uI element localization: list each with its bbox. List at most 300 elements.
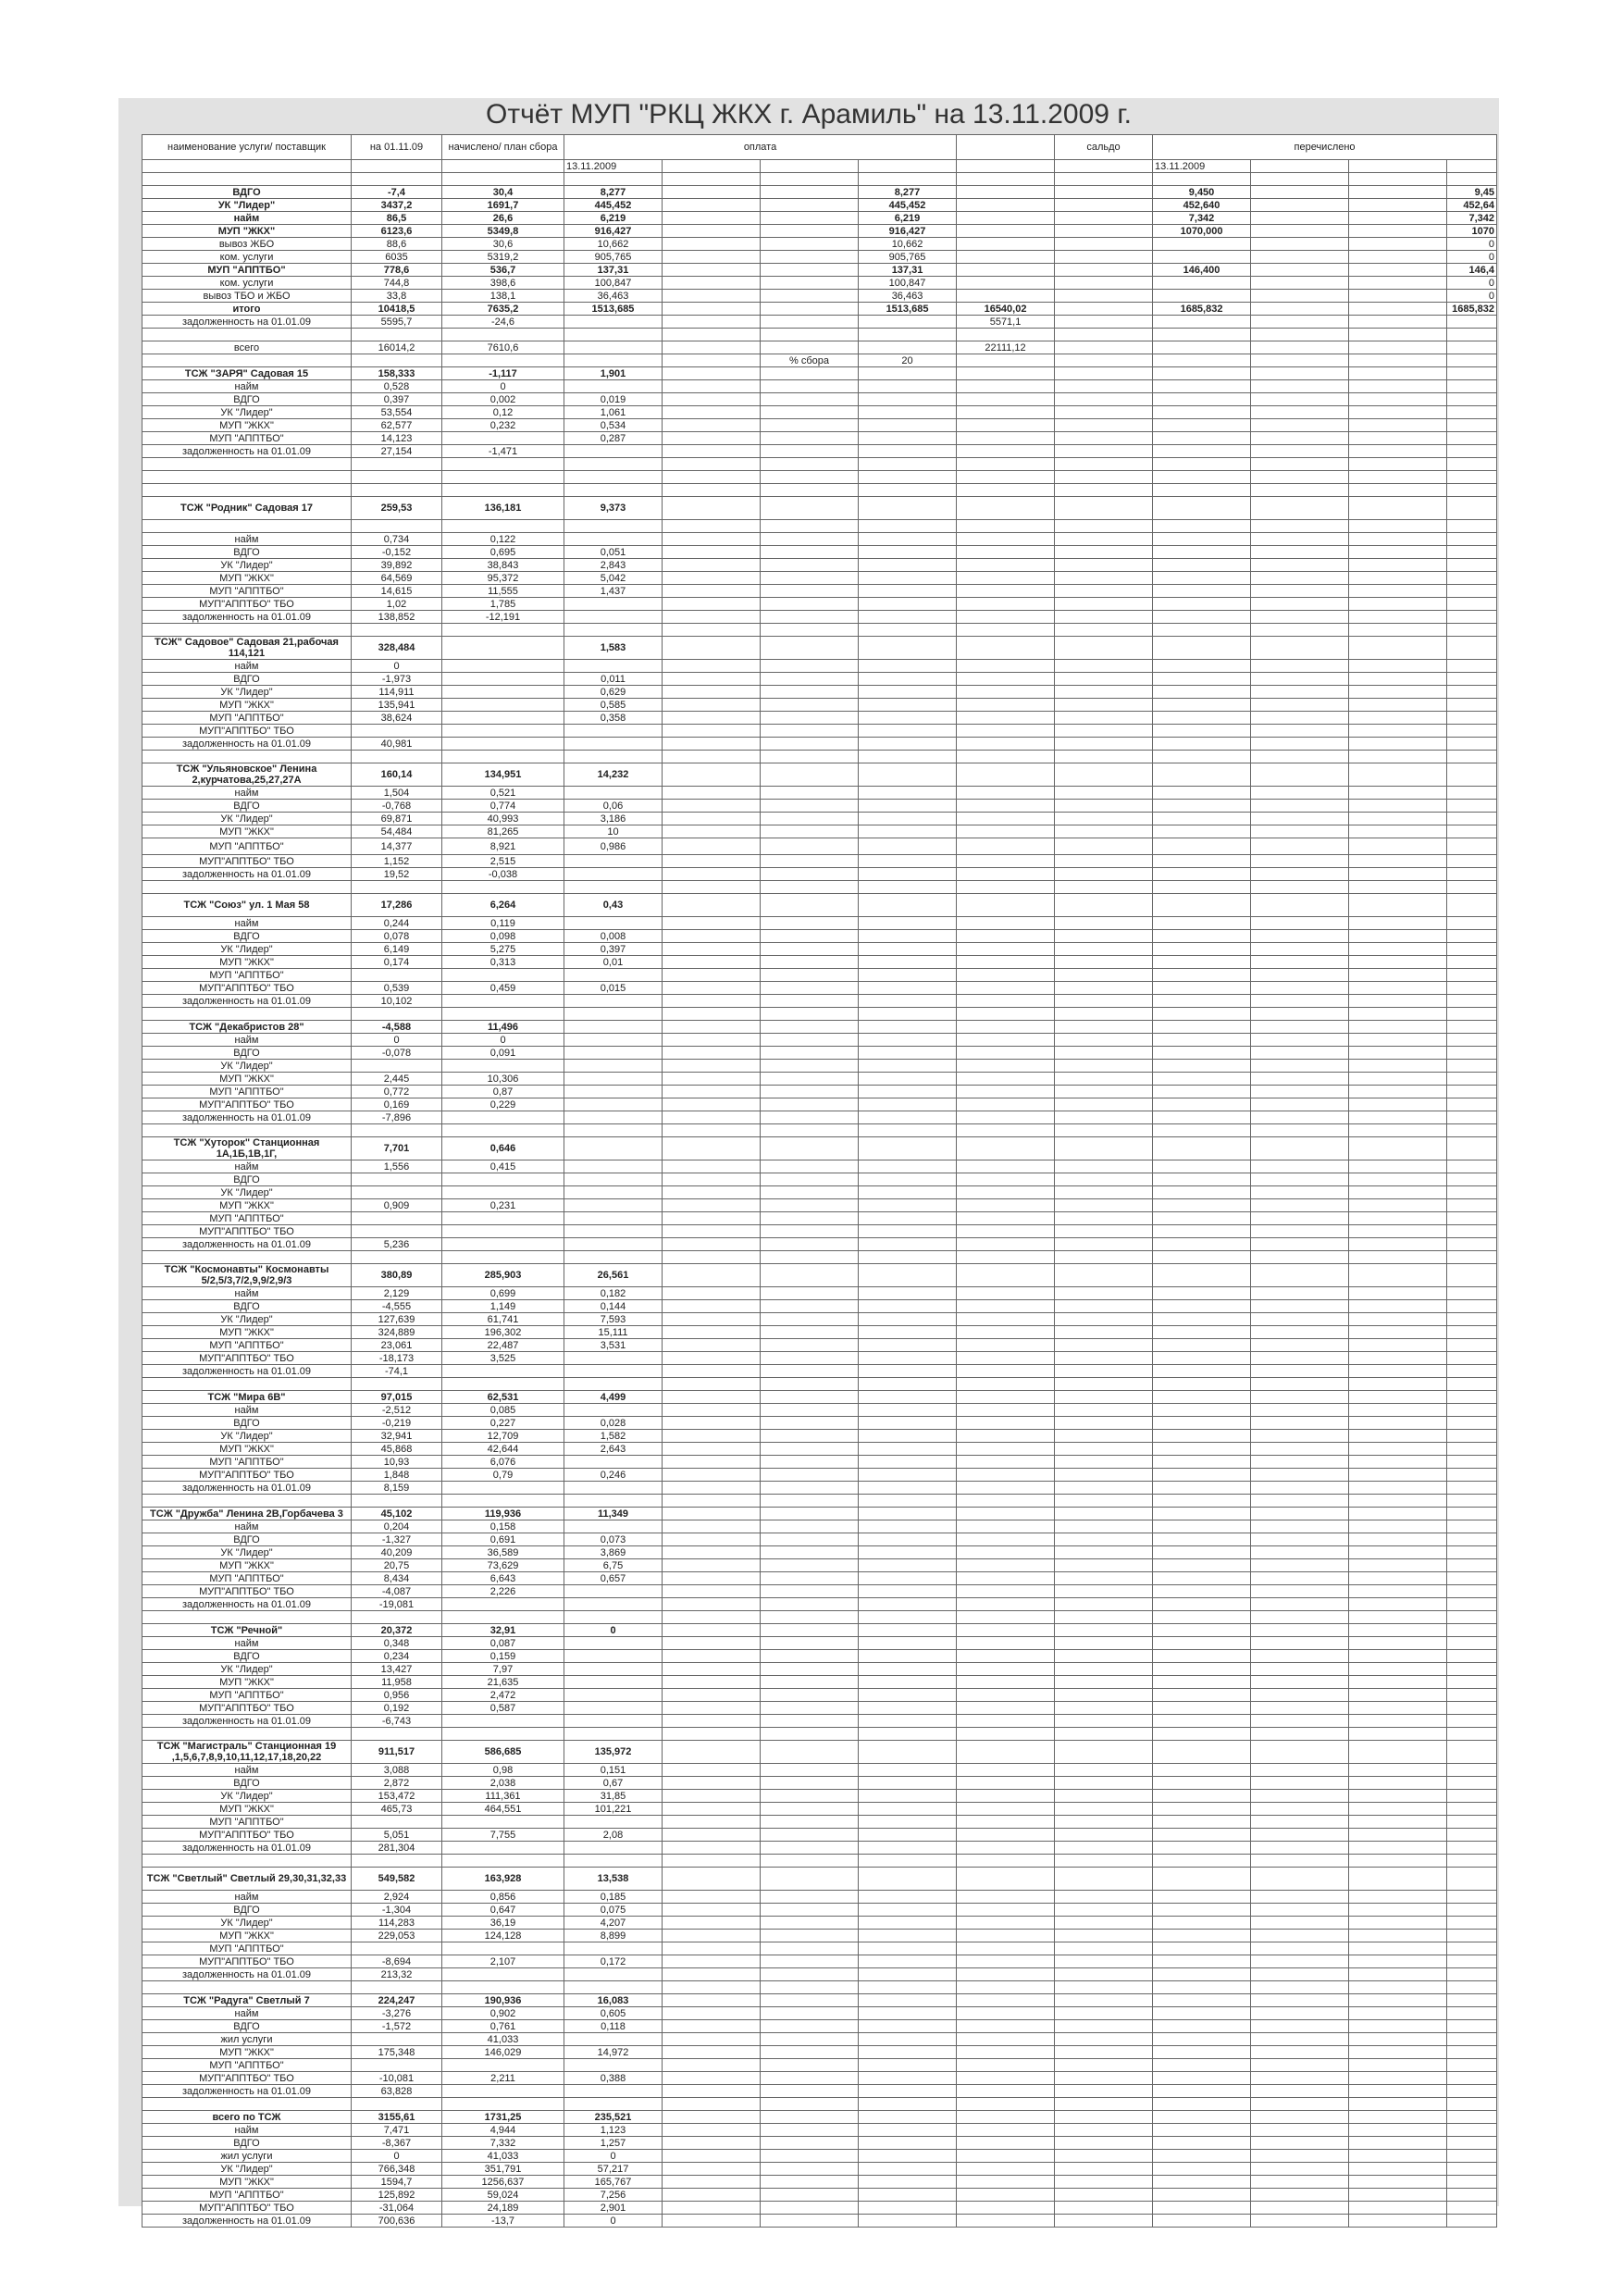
row-label: найм: [142, 533, 352, 546]
cell-value: [859, 1942, 957, 1955]
cell-value: [859, 1417, 957, 1430]
cell-value: 1,02: [352, 598, 442, 611]
cell-value: [663, 1378, 761, 1391]
cell-value: [761, 838, 859, 855]
cell-value: 0,12: [442, 406, 564, 419]
row-label: МУП"АППТБО" ТБО: [142, 2202, 352, 2215]
cell-value: 0,774: [442, 800, 564, 813]
cell-value: [859, 2163, 957, 2176]
cell-value: [564, 1520, 663, 1533]
cell-value: [761, 1264, 859, 1287]
cell-value: [761, 1842, 859, 1855]
cell-value: [564, 1663, 663, 1676]
cell-value: [1447, 406, 1497, 419]
cell-value: [1447, 1663, 1497, 1676]
row-label: УК "Лидер": [142, 1430, 352, 1443]
cell-value: [1447, 2085, 1497, 2098]
cell-value: [1055, 738, 1153, 751]
cell-value: [1251, 1855, 1349, 1868]
row-label: ТСЖ "Хуторок" Станционная 1А,1Б,1В,1Г,: [142, 1137, 352, 1160]
cell-value: 0,174: [352, 956, 442, 969]
cell-value: [1447, 329, 1497, 341]
cell-value: [957, 2137, 1055, 2150]
cell-value: [663, 186, 761, 199]
cell-value: [1251, 2072, 1349, 2085]
cell-value: [859, 1469, 957, 1482]
cell-value: [761, 1611, 859, 1624]
cell-value: [761, 406, 859, 419]
cell-value: [957, 1842, 1055, 1855]
cell-value: 2,515: [442, 855, 564, 868]
table-row: [142, 1352, 1497, 1365]
cell-value: [1349, 1160, 1447, 1173]
cell-value: [1055, 1994, 1153, 2007]
cell-value: [1447, 894, 1497, 917]
table-row: [142, 1111, 1497, 1124]
cell-value: [957, 2033, 1055, 2046]
table-row: [142, 1994, 1497, 2007]
cell-value: [1153, 1981, 1251, 1994]
cell-value: [1349, 533, 1447, 546]
cell-value: [957, 624, 1055, 637]
cell-value: 165,767: [564, 2176, 663, 2189]
cell-value: [442, 471, 564, 484]
cell-value: 7610,6: [442, 341, 564, 354]
cell-value: [859, 894, 957, 917]
cell-value: 0,587: [442, 1702, 564, 1715]
cell-value: [859, 699, 957, 712]
cell-value: [1447, 1955, 1497, 1968]
table-row: [142, 2072, 1497, 2085]
table-row: [142, 2137, 1497, 2150]
cell-value: [1055, 303, 1153, 316]
cell-value: [1153, 1663, 1251, 1676]
cell-value: [1055, 1891, 1153, 1904]
cell-value: [1447, 1508, 1497, 1520]
cell-value: [957, 917, 1055, 930]
cell-value: [442, 1365, 564, 1378]
cell-value: [1251, 1829, 1349, 1842]
table-row: [142, 393, 1497, 406]
cell-value: 259,53: [352, 497, 442, 520]
row-label: МУП "АППТБО": [142, 432, 352, 445]
cell-value: [1153, 1942, 1251, 1955]
cell-value: [663, 855, 761, 868]
cell-value: [957, 1225, 1055, 1238]
cell-value: [761, 1546, 859, 1559]
cell-value: [859, 1047, 957, 1060]
cell-value: [663, 225, 761, 238]
cell-value: [1153, 800, 1251, 813]
cell-value: 464,551: [442, 1803, 564, 1816]
cell-value: [957, 1060, 1055, 1073]
cell-value: 0,002: [442, 393, 564, 406]
cell-value: [1251, 712, 1349, 725]
cell-value: [1251, 930, 1349, 943]
cell-value: [564, 1225, 663, 1238]
cell-value: [1349, 2176, 1447, 2189]
cell-value: [761, 1559, 859, 1572]
cell-value: [1251, 881, 1349, 894]
row-label: МУП "АППТБО": [142, 1942, 352, 1955]
cell-value: [957, 1904, 1055, 1917]
cell-value: [442, 329, 564, 341]
cell-value: [1055, 1546, 1153, 1559]
cell-value: [1447, 559, 1497, 572]
cell-value: [1349, 393, 1447, 406]
cell-value: [663, 1855, 761, 1868]
table-row: [142, 1803, 1497, 1816]
cell-value: [442, 1111, 564, 1124]
cell-value: [957, 1238, 1055, 1251]
cell-value: [1251, 572, 1349, 585]
cell-value: [352, 1225, 442, 1238]
cell-value: 1685,832: [1447, 303, 1497, 316]
cell-value: [442, 995, 564, 1008]
cell-value: [1447, 1917, 1497, 1930]
cell-value: [1153, 1111, 1251, 1124]
cell-value: [761, 1637, 859, 1650]
table-row: [142, 686, 1497, 699]
cell-value: [859, 1803, 957, 1816]
cell-value: 13,538: [564, 1868, 663, 1891]
cell-value: [957, 1124, 1055, 1137]
row-label: ВДГО: [142, 930, 352, 943]
cell-value: [1055, 624, 1153, 637]
cell-value: [957, 956, 1055, 969]
table-row: [142, 2176, 1497, 2189]
cell-value: [564, 533, 663, 546]
row-label: [142, 1981, 352, 1994]
cell-value: [1447, 1378, 1497, 1391]
cell-value: [1251, 738, 1349, 751]
cell-value: 0,629: [564, 686, 663, 699]
table-row: [142, 471, 1497, 484]
cell-value: 38,624: [352, 712, 442, 725]
cell-value: 0,605: [564, 2007, 663, 2020]
row-label: найм: [142, 1287, 352, 1300]
cell-value: [1447, 1637, 1497, 1650]
cell-value: 4,207: [564, 1917, 663, 1930]
cell-value: [352, 354, 442, 367]
cell-value: [1055, 825, 1153, 838]
cell-value: [859, 1741, 957, 1764]
row-label: задолженность на 01.01.09: [142, 1482, 352, 1495]
cell-value: [1251, 380, 1349, 393]
cell-value: 31,85: [564, 1790, 663, 1803]
cell-value: [1349, 1469, 1447, 1482]
cell-value: [1251, 1955, 1349, 1968]
cell-value: [957, 1264, 1055, 1287]
cell-value: [663, 471, 761, 484]
cell-value: [1055, 1173, 1153, 1186]
table-row: [142, 611, 1497, 624]
cell-value: [663, 264, 761, 277]
row-label: жил услуги: [142, 2150, 352, 2163]
cell-value: [761, 738, 859, 751]
cell-value: 0,144: [564, 1300, 663, 1313]
cell-value: [663, 2059, 761, 2072]
table-row: [142, 956, 1497, 969]
table-row: [142, 1829, 1497, 1842]
cell-value: [1153, 699, 1251, 712]
cell-value: -1,304: [352, 1904, 442, 1917]
cell-value: [1447, 660, 1497, 673]
cell-value: [1349, 1955, 1447, 1968]
cell-value: [957, 1326, 1055, 1339]
cell-value: [352, 329, 442, 341]
cell-value: [859, 471, 957, 484]
cell-value: [859, 1676, 957, 1689]
cell-value: [1447, 2020, 1497, 2033]
cell-value: [1251, 800, 1349, 813]
cell-value: [1153, 1689, 1251, 1702]
cell-value: [1349, 825, 1447, 838]
cell-value: [1349, 199, 1447, 212]
cell-value: [1153, 1546, 1251, 1559]
cell-value: [761, 995, 859, 1008]
cell-value: 229,053: [352, 1930, 442, 1942]
table-row: [142, 699, 1497, 712]
cell-value: [1349, 1508, 1447, 1520]
table-row: [142, 1430, 1497, 1443]
cell-value: [957, 813, 1055, 825]
cell-value: [761, 1994, 859, 2007]
cell-value: [1055, 1287, 1153, 1300]
cell-value: [761, 2098, 859, 2111]
table-row: [142, 1559, 1497, 1572]
cell-value: [1055, 894, 1153, 917]
cell-value: [1055, 2150, 1153, 2163]
cell-value: [859, 1855, 957, 1868]
cell-value: [1349, 2163, 1447, 2176]
table-row: [142, 1702, 1497, 1715]
row-label: задолженность на 01.01.09: [142, 2085, 352, 2098]
cell-value: [1153, 738, 1251, 751]
table-row: [142, 1199, 1497, 1212]
cell-value: [663, 1585, 761, 1598]
cell-value: [663, 1365, 761, 1378]
cell-value: [352, 520, 442, 533]
cell-value: [663, 572, 761, 585]
cell-value: 328,484: [352, 637, 442, 660]
cell-value: 7,471: [352, 2124, 442, 2137]
table-row: [142, 484, 1497, 497]
cell-value: [1349, 699, 1447, 712]
cell-value: 0,078: [352, 930, 442, 943]
cell-value: 2,445: [352, 1073, 442, 1086]
table-row: [142, 1300, 1497, 1313]
cell-value: [1251, 341, 1349, 354]
cell-value: [1153, 520, 1251, 533]
cell-value: [761, 894, 859, 917]
cell-value: 6,264: [442, 894, 564, 917]
cell-value: [1153, 855, 1251, 868]
cell-value: [564, 1981, 663, 1994]
cell-value: [1153, 2046, 1251, 2059]
cell-value: 10: [564, 825, 663, 838]
cell-value: [663, 738, 761, 751]
cell-value: [564, 329, 663, 341]
cell-value: [663, 1417, 761, 1430]
cell-value: [957, 1715, 1055, 1728]
cell-value: [761, 624, 859, 637]
cell-value: [957, 1689, 1055, 1702]
cell-value: [1251, 1968, 1349, 1981]
cell-value: 324,889: [352, 1326, 442, 1339]
cell-value: [1349, 1137, 1447, 1160]
cell-value: [1251, 598, 1349, 611]
cell-value: [663, 1728, 761, 1741]
cell-value: [957, 1378, 1055, 1391]
cell-value: [1153, 956, 1251, 969]
table-row: [142, 1842, 1497, 1855]
table-row: [142, 943, 1497, 956]
cell-value: [957, 277, 1055, 290]
cell-value: [1055, 186, 1153, 199]
cell-value: [1055, 520, 1153, 533]
cell-value: [957, 1728, 1055, 1741]
cell-value: [1349, 2150, 1447, 2163]
cell-value: [957, 1173, 1055, 1186]
cell-value: 135,941: [352, 699, 442, 712]
cell-value: [1055, 1917, 1153, 1930]
cell-value: 0,011: [564, 673, 663, 686]
table-row: [142, 1417, 1497, 1430]
cell-value: [859, 813, 957, 825]
cell-value: [859, 1443, 957, 1456]
table-row: [142, 868, 1497, 881]
cell-value: [1349, 445, 1447, 458]
cell-value: [1251, 520, 1349, 533]
cell-value: [957, 520, 1055, 533]
cell-value: [1153, 1868, 1251, 1891]
cell-value: [1153, 787, 1251, 800]
cell-value: [957, 1546, 1055, 1559]
cell-value: [957, 1994, 1055, 2007]
cell-value: 23,061: [352, 1339, 442, 1352]
row-label: ТСЖ "Радуга" Светлый 7: [142, 1994, 352, 2007]
cell-value: [957, 637, 1055, 660]
cell-value: [1349, 1443, 1447, 1456]
cell-value: [1349, 2059, 1447, 2072]
cell-value: [761, 930, 859, 943]
cell-value: [1153, 1508, 1251, 1520]
cell-value: [761, 725, 859, 738]
cell-value: [761, 264, 859, 277]
cell-value: [1055, 458, 1153, 471]
cell-value: [761, 458, 859, 471]
cell-value: [957, 329, 1055, 341]
cell-value: [1153, 1008, 1251, 1021]
table-row: [142, 1663, 1497, 1676]
cell-value: [1153, 173, 1251, 186]
cell-value: [761, 1829, 859, 1842]
cell-value: [957, 2215, 1055, 2228]
table-row: [142, 725, 1497, 738]
cell-value: 38,843: [442, 559, 564, 572]
table-row: [142, 982, 1497, 995]
cell-value: [761, 712, 859, 725]
cell-value: [1055, 1456, 1153, 1469]
cell-value: [1251, 2137, 1349, 2150]
cell-value: [957, 1212, 1055, 1225]
cell-value: [761, 825, 859, 838]
cell-value: [859, 1300, 957, 1313]
cell-value: [761, 1585, 859, 1598]
cell-value: [1251, 1868, 1349, 1891]
cell-value: [1447, 825, 1497, 838]
cell-value: [352, 471, 442, 484]
cell-value: [663, 751, 761, 763]
cell-value: [663, 1313, 761, 1326]
cell-value: [1447, 1124, 1497, 1137]
cell-value: [1447, 1728, 1497, 1741]
cell-value: [1055, 1702, 1153, 1715]
table-row: [142, 1326, 1497, 1339]
cell-value: [957, 1482, 1055, 1495]
table-row: [142, 572, 1497, 585]
cell-value: [859, 1715, 957, 1728]
cell-value: 6,643: [442, 1572, 564, 1585]
cell-value: [1251, 406, 1349, 419]
cell-value: [859, 598, 957, 611]
cell-value: [957, 1469, 1055, 1482]
cell-value: [1447, 2033, 1497, 2046]
cell-value: [1153, 1034, 1251, 1047]
cell-value: [1349, 546, 1447, 559]
cell-value: [663, 419, 761, 432]
cell-value: [1153, 1520, 1251, 1533]
cell-value: [761, 1942, 859, 1955]
cell-value: [761, 585, 859, 598]
cell-value: [957, 251, 1055, 264]
cell-value: [1055, 881, 1153, 894]
cell-value: [564, 2085, 663, 2098]
cell-value: [663, 2202, 761, 2215]
table-row: [142, 212, 1497, 225]
cell-value: [1153, 585, 1251, 598]
cell-value: [352, 1008, 442, 1021]
cell-value: [1251, 1212, 1349, 1225]
cell-value: 153,472: [352, 1790, 442, 1803]
cell-value: [442, 1212, 564, 1225]
cell-value: [1153, 1994, 1251, 2007]
cell-value: [1349, 316, 1447, 329]
cell-value: 14,123: [352, 432, 442, 445]
cell-value: [957, 1495, 1055, 1508]
report-table: [142, 134, 1497, 2228]
cell-value: [1251, 1456, 1349, 1469]
cell-value: -74,1: [352, 1365, 442, 1378]
cell-value: [1447, 1300, 1497, 1313]
table-row: [142, 1034, 1497, 1047]
cell-value: [761, 572, 859, 585]
cell-value: [663, 1098, 761, 1111]
cell-value: [442, 1842, 564, 1855]
row-label: ВДГО: [142, 1650, 352, 1663]
cell-value: [1251, 1842, 1349, 1855]
cell-value: [1055, 484, 1153, 497]
cell-value: -4,087: [352, 1585, 442, 1598]
table-row: [142, 341, 1497, 354]
table-row: [142, 598, 1497, 611]
cell-value: [1251, 2111, 1349, 2124]
cell-value: [564, 520, 663, 533]
cell-value: [957, 881, 1055, 894]
header-payment: оплата: [564, 135, 957, 160]
cell-value: [1447, 2202, 1497, 2215]
